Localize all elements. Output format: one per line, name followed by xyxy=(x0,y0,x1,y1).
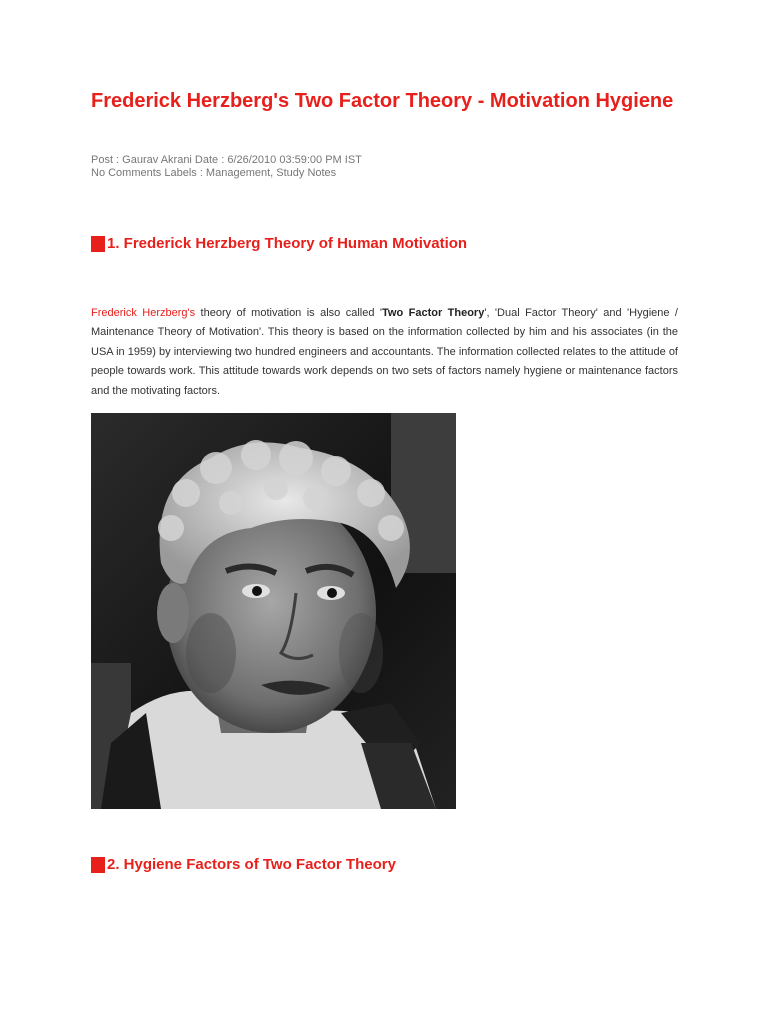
section-heading-1-text: 1. Frederick Herzberg Theory of Human Motivation xyxy=(107,235,468,252)
article-title: Frederick Herzberg's Two Factor Theory - Motivation Hygiene xyxy=(91,90,674,112)
section-heading-1 xyxy=(91,235,467,253)
portrait-illustration xyxy=(91,413,456,809)
paragraph-bold-term: Two Factor Theory xyxy=(382,307,485,319)
herzberg-link[interactable]: Frederick Herzberg's xyxy=(91,307,196,319)
red-square-bullet-icon xyxy=(91,236,105,252)
red-square-bullet-icon xyxy=(91,857,105,873)
post-meta xyxy=(91,154,362,180)
intro-paragraph xyxy=(91,304,678,401)
post-meta-line-comments-labels: No Comments Labels : Management, Study Notes xyxy=(91,167,337,179)
herzberg-portrait-photo xyxy=(91,413,456,809)
section-heading-2-text: 2. Hygiene Factors of Two Factor Theory xyxy=(107,856,396,873)
paragraph-text-a: theory of motivation is also called ' xyxy=(195,307,382,319)
post-meta-line-author-date: Post : Gaurav Akrani Date : 6/26/2010 03:59:00 PM IST xyxy=(91,154,362,166)
paragraph-text-b: ', 'Dual Factor Theory' and 'Hygiene / Maintenance Theory of Motivation'. This theory is based on the information collected by him and his associates (in the USA in 1959) by interviewing two hundred engineers and accountants. The information collected relates to the attitude of people towards work. This attitude towards work depends on two sets of factors namely hygiene or maintenance factors and the motivating factors. xyxy=(91,307,678,397)
section-heading-2 xyxy=(91,856,396,874)
